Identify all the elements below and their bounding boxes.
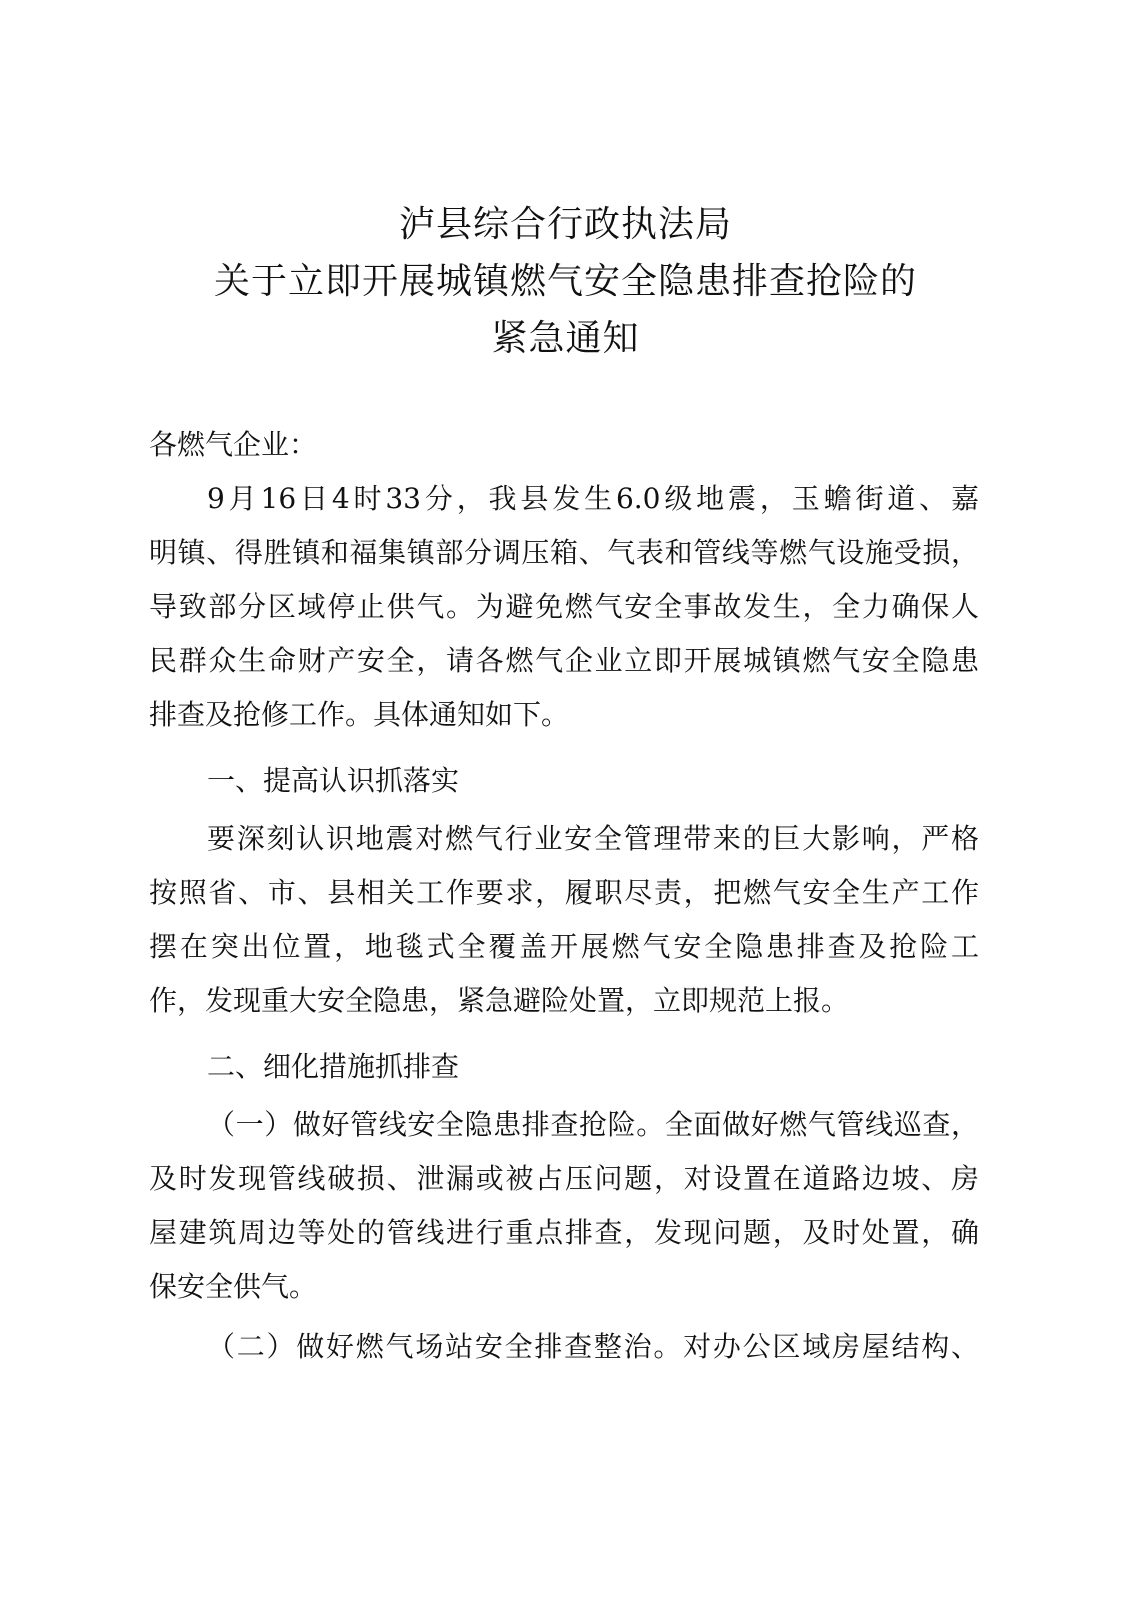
paragraph-line: 排查及抢修工作。具体通知如下。	[149, 698, 570, 731]
paragraph-line: 摆在突出位置，地毯式全覆盖开展燃气安全隐患排查及抢险工	[149, 930, 979, 963]
paragraph-line: 作，发现重大安全隐患，紧急避险处置，立即规范上报。	[149, 984, 850, 1017]
paragraph-line: 及时发现管线破损、泄漏或被占压问题，对设置在道路边坡、房	[149, 1162, 979, 1195]
paragraph-line: 导致部分区域停止供气。为避免燃气安全事故发生，全力确保人	[149, 590, 979, 623]
paragraph-line: 屋建筑周边等处的管线进行重点排查，发现问题，及时处置，确	[149, 1216, 979, 1249]
section-2-item-1	[149, 1098, 979, 1314]
title-line-3: 紧急通知	[491, 318, 640, 359]
section-heading-2: 二、细化措施抓排查	[207, 1050, 460, 1083]
paragraph-line: （一）做好管线安全隐患排查抢险。全面做好燃气管线巡查，	[207, 1108, 979, 1141]
paragraph-line: 按照省、市、县相关工作要求，履职尽责，把燃气安全生产工作	[149, 876, 979, 909]
paragraph-line: 9月16日4时33分，我县发生6.0级地震，玉蟾街道、嘉	[207, 482, 979, 515]
section-1-paragraph	[149, 812, 979, 1028]
paragraph-line: 明镇、得胜镇和福集镇部分调压箱、气表和管线等燃气设施受损，	[149, 536, 979, 569]
paragraph-line: 民群众生命财产安全，请各燃气企业立即开展城镇燃气安全隐患	[149, 644, 979, 677]
paragraph-line: （二）做好燃气场站安全排查整治。对办公区域房屋结构、	[207, 1330, 979, 1363]
document-body	[149, 418, 979, 1374]
title-line-1: 泸县综合行政执法局	[398, 204, 732, 245]
paragraph-line: 要深刻认识地震对燃气行业安全管理带来的巨大影响，严格	[207, 822, 979, 855]
intro-paragraph	[149, 472, 979, 742]
title-line-2: 关于立即开展城镇燃气安全隐患排查抢险的	[213, 261, 917, 302]
paragraph-line: 保安全供气。	[149, 1270, 318, 1303]
section-2-item-2	[149, 1320, 979, 1374]
salutation: 各燃气企业：	[149, 428, 318, 461]
document-title	[0, 196, 1131, 367]
section-heading-1: 一、提高认识抓落实	[207, 764, 460, 797]
